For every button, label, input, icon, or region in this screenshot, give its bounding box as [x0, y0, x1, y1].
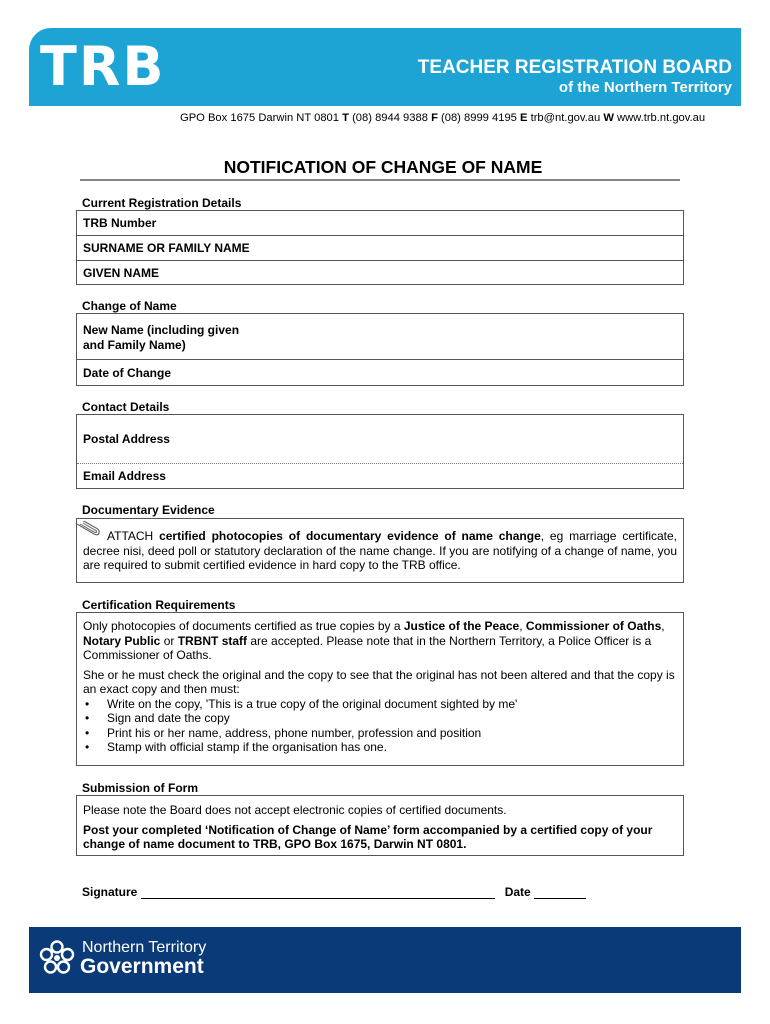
email-address-label: Email Address [83, 469, 166, 483]
trb-logo: TRB [40, 35, 166, 98]
email-address-field[interactable] [77, 464, 683, 488]
trb-number-label: TRB Number [83, 216, 157, 230]
contact-line [180, 112, 735, 124]
cert-comma-2: , [661, 619, 665, 633]
certification-box [76, 612, 684, 766]
attach-rest-text: , eg marriage certificate, decree nisi, deed poll or statutory declaration of the name change. If you are notifying of a change of name, you are required to submit certified evidence in hard copy to the TRB office. [83, 529, 678, 572]
given-name-field[interactable] [77, 261, 683, 284]
cert-text-a: Only photocopies of documents certified as true copies by a [83, 619, 404, 633]
commissioner-of-oaths: Commissioner of Oaths [525, 619, 662, 633]
attach-bold-text: certified photocopies of documentary evidence of name change [159, 529, 541, 543]
signature-label: Signature [82, 885, 138, 899]
change-of-name-label: Change of Name [82, 299, 177, 313]
title-rule [80, 179, 680, 181]
trbnt-staff: TRBNT staff [177, 633, 248, 648]
paperclip-icon [74, 521, 102, 537]
certification-bullets [77, 697, 683, 755]
attach-word: ATTACH [107, 529, 154, 543]
attach-instructions [77, 529, 683, 573]
fax-label: F [431, 112, 438, 124]
board-subtitle: of the Northern Territory [558, 79, 732, 96]
surname-label: SURNAME OR FAMILY NAME [83, 241, 250, 255]
current-registration-box [76, 210, 684, 285]
web-label: W [603, 112, 614, 124]
submission-label: Submission of Form [82, 781, 199, 795]
certification-para-1 [77, 619, 683, 663]
justice-of-peace: Justice of the Peace [403, 619, 520, 633]
board-title: TEACHER REGISTRATION BOARD [417, 57, 732, 78]
date-of-change-label: Date of Change [83, 365, 172, 380]
notary-public: Notary Public [83, 633, 161, 648]
postal-address-field[interactable] [77, 415, 683, 464]
cert-or: or [160, 633, 178, 648]
nt-government-line2: Government [80, 955, 204, 978]
page-title: NOTIFICATION OF CHANGE OF NAME [223, 157, 543, 177]
cert-comma-1: , [519, 619, 526, 633]
new-name-label-line2: and Family Name) [83, 337, 186, 352]
submission-para-1: Please note the Board does not accept electronic copies of certified documents. [83, 803, 507, 817]
change-of-name-box [76, 313, 684, 386]
submission-para-2: Post your completed ‘Notification of Change of Name’ form accompanied by a certified copy of your change of name document to TRB, GPO Box 1675, Darwin NT 0801. [83, 822, 653, 851]
list-item: • Stamp with official stamp if the organisation has one. [107, 740, 677, 755]
given-name-label: GIVEN NAME [83, 265, 160, 280]
signature-row [82, 885, 586, 899]
cert-text-b: are accepted. Please note that in the Northern Territory, a Police Officer is a Commissioner of Oaths. [83, 633, 652, 662]
contact-details-label: Contact Details [82, 400, 170, 414]
nt-government-line1: Northern Territory [82, 939, 207, 956]
signature-field[interactable] [141, 886, 495, 899]
surname-field[interactable] [77, 236, 683, 261]
list-item: • Sign and date the copy [107, 711, 677, 726]
certification-para-2: She or he must check the original and the copy to see that the original has not been altered and that the copy is an exact copy and then must: [83, 667, 675, 696]
contact-phone: (08) 8944 9388 [352, 112, 428, 124]
contact-details-box [76, 414, 684, 489]
date-field[interactable] [534, 886, 586, 899]
documentary-evidence-label: Documentary Evidence [82, 503, 215, 517]
trb-number-field[interactable] [77, 211, 683, 236]
list-item: • Write on the copy, 'This is a true copy of the original document sighted by me' [107, 697, 677, 712]
email-label: E [520, 112, 528, 124]
date-of-change-field[interactable] [77, 360, 683, 385]
certification-label: Certification Requirements [82, 598, 236, 612]
postal-address-label: Postal Address [83, 432, 170, 446]
list-item: • Print his or her name, address, phone number, profession and position [107, 726, 677, 741]
documentary-evidence-box [76, 518, 684, 583]
contact-fax: (08) 8999 4195 [441, 112, 517, 124]
new-name-field[interactable] [77, 314, 683, 360]
new-name-label-line1: New Name (including given [83, 323, 240, 337]
contact-address: GPO Box 1675 Darwin NT 0801 [180, 112, 339, 124]
date-label: Date [504, 885, 531, 899]
phone-label: T [342, 112, 349, 124]
contact-email[interactable]: trb@nt.gov.au [530, 112, 601, 124]
nt-flower-logo-icon [39, 940, 75, 976]
contact-web[interactable]: www.trb.nt.gov.au [617, 112, 706, 124]
submission-box [76, 795, 684, 856]
current-registration-label: Current Registration Details [82, 196, 242, 210]
